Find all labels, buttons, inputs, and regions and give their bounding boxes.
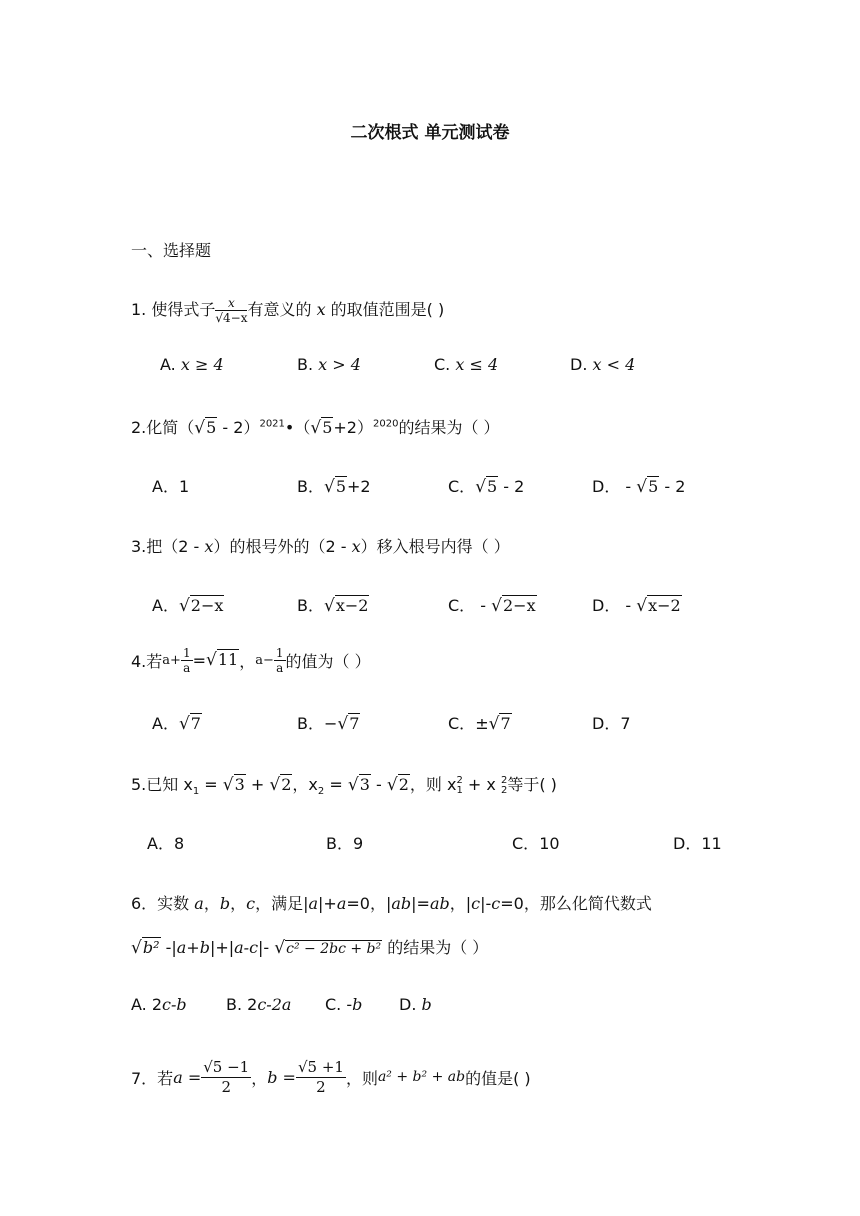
q2-option-d[interactable]: D． - √5 - 2 <box>592 477 686 497</box>
question-6: 6．实数 a，b，c，满足|a|+a=0，|ab|=ab，|c|-c=0，那么化简代数式 <box>131 894 652 913</box>
q3-option-d[interactable]: D． - √x−2 <box>592 596 681 616</box>
q6-option-a[interactable]: A. 2c-b <box>131 995 187 1014</box>
question-6-expression: √b² -|a+b|+|a-c|- √c² − 2bc + b² 的结果为（ ） <box>131 938 489 958</box>
q6-option-d[interactable]: D. b <box>399 995 432 1014</box>
q3-option-c[interactable]: C． - √2−x <box>448 596 536 616</box>
question-7: 7．若 a = $\frac{√5 -1}{2}$ ， b = $\frac{√5 +1}{2}$ ，则 a² + b² + ab 的值是( ) <box>131 1057 531 1096</box>
question-4: 4.若 a+ $\frac{1}{a}$ = √11 ， a− $\frac{1}{a}$ 的值为（ ） <box>131 645 371 675</box>
q6-option-b[interactable]: B. 2c-2a <box>226 995 292 1014</box>
section-heading: 一、选择题 <box>131 241 212 260</box>
q2-option-c[interactable]: C．√5 - 2 <box>448 477 525 497</box>
q1-option-b[interactable]: B. x > 4 <box>297 355 361 374</box>
q4-option-c[interactable]: C．±√7 <box>448 714 511 734</box>
q2-option-a[interactable]: A．1 <box>152 477 190 496</box>
q4-option-b[interactable]: B．−√7 <box>297 714 360 734</box>
q5-option-b[interactable]: B．9 <box>326 834 364 853</box>
page-title: 二次根式 单元测试卷 <box>350 123 510 143</box>
q5-option-a[interactable]: A．8 <box>147 834 185 853</box>
q6-option-c[interactable]: C. -b <box>325 995 363 1014</box>
question-2: 2.化简$(√5 - 2)^{2021}•(√5+2)^{2020}$的结果为（ ） <box>131 418 500 438</box>
q1-option-c[interactable]: C. x ≤ 4 <box>434 355 499 374</box>
question-1: 1. 使得式子 $\frac{x}{√4-x}$ 有意义的 x 的取值范围是( ) <box>131 296 445 325</box>
sqrt-5: √5 <box>194 418 217 438</box>
q5-option-d[interactable]: D．11 <box>673 834 722 853</box>
q1-fraction: $\frac{x}{√4-x}$ <box>215 296 248 325</box>
q5-option-c[interactable]: C．10 <box>512 834 560 853</box>
q2-option-b[interactable]: B．√5+2 <box>297 477 371 497</box>
q1-option-a[interactable]: A. x ≥ 4 <box>160 355 224 374</box>
q1-option-d[interactable]: D. x < 4 <box>570 355 636 374</box>
q4-option-a[interactable]: A．√7 <box>152 714 201 734</box>
q7-fraction-a: $\frac{√5 -1}{2}$ <box>203 1057 250 1096</box>
question-5: 5.已知 $x_1 = √3 + √2$，$x_2 = √3 - √2$，则 x 2 1 + x 2 2 等于( ) <box>131 774 557 798</box>
q1-prefix: 1. 使得式子 <box>131 300 216 319</box>
q4-option-d[interactable]: D．7 <box>592 714 631 733</box>
q3-option-b[interactable]: B．√x−2 <box>297 596 369 616</box>
question-3: 3.把（2 - x）的根号外的（2 - x）移入根号内得（ ） <box>131 537 510 556</box>
q3-option-a[interactable]: A．√2−x <box>152 596 224 616</box>
q7-fraction-b: $\frac{√5 +1}{2}$ <box>297 1057 344 1096</box>
